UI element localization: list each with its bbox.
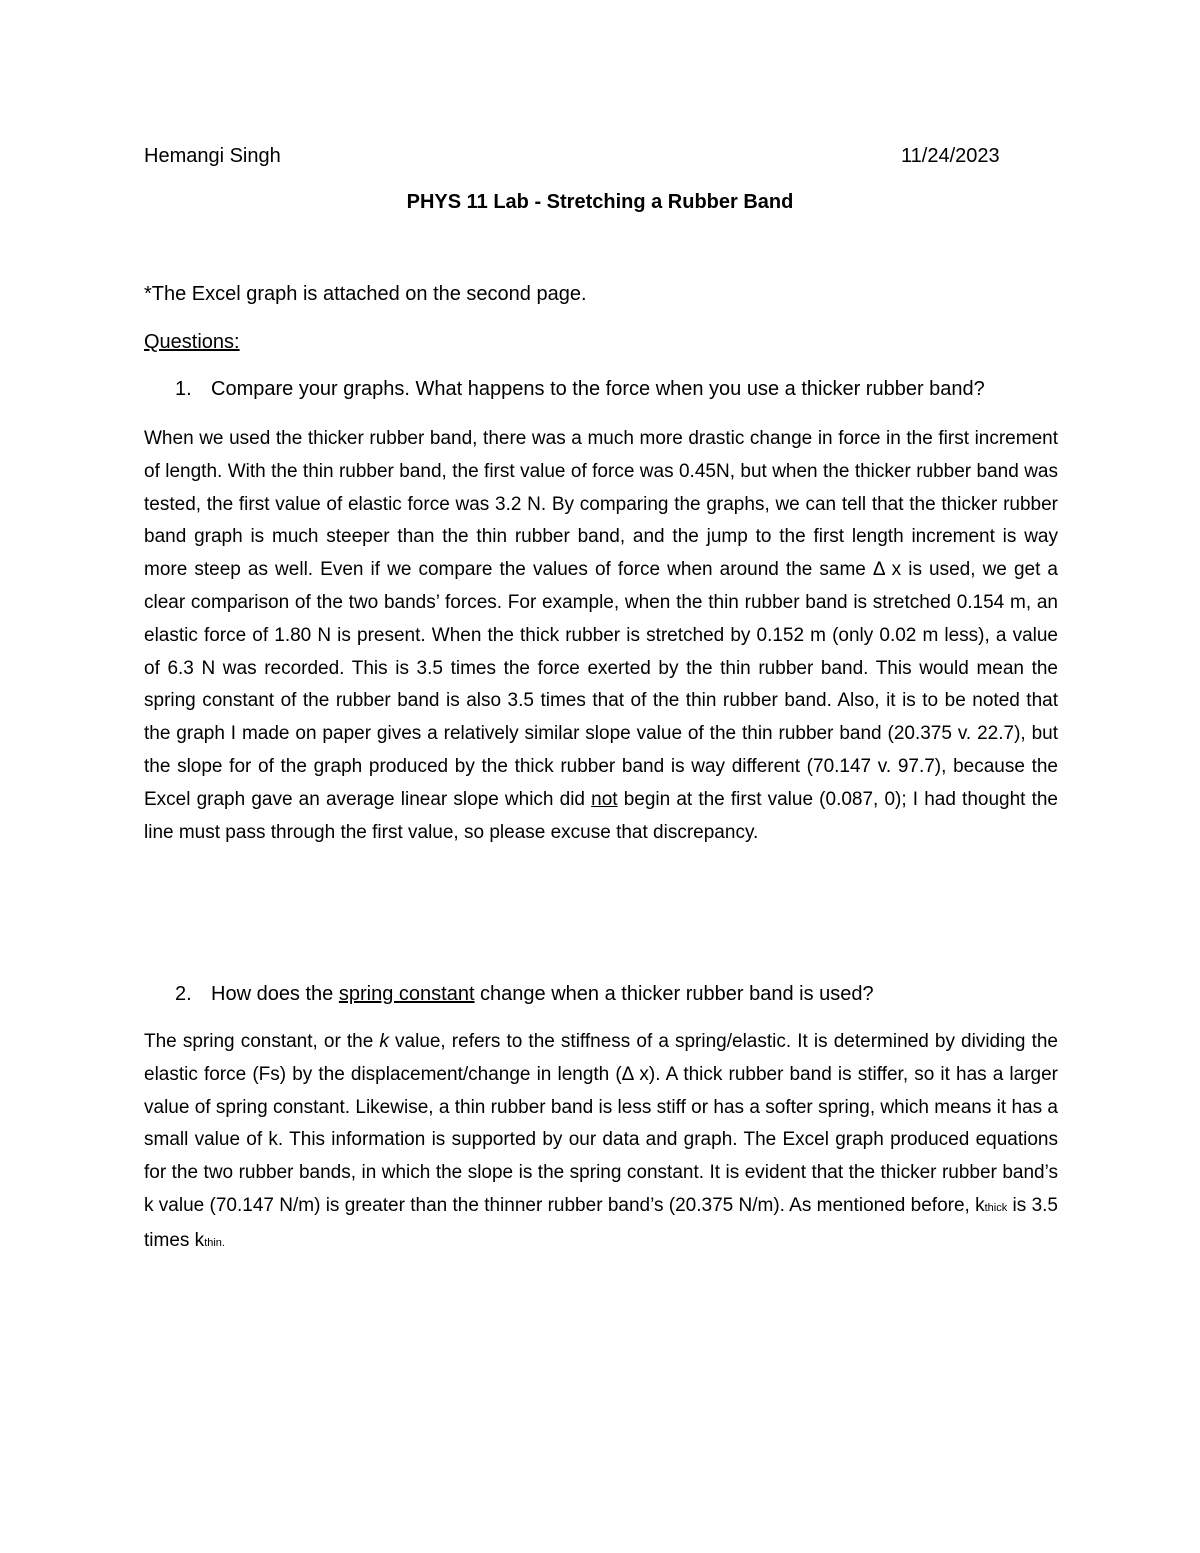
author-name: Hemangi Singh — [144, 145, 281, 167]
question-2-number: 2. — [175, 983, 192, 1005]
question-2-underlined-term: spring constant — [338, 983, 475, 1005]
question-2-text-part1: How does the — [211, 983, 339, 1005]
answer-2-subscript-thin: thin. — [204, 1236, 225, 1249]
answer-1-underlined-word: not — [591, 788, 618, 810]
answer-2-italic-k: k — [379, 1031, 389, 1052]
question-1-number: 1. — [175, 378, 192, 400]
answer-2-text-part1: The spring constant, or the — [144, 1031, 380, 1052]
document-title: PHYS 11 Lab - Stretching a Rubber Band — [406, 191, 794, 213]
answer-1-text-part2: begin at the first value (0.087, 0); I had thought the line must pass through the first value, so please excuse that discrepancy. — [144, 788, 1058, 843]
questions-heading: Questions: — [144, 331, 240, 353]
answer-2-paragraph — [144, 1026, 1058, 1260]
question-2 — [175, 983, 874, 1006]
question-1 — [175, 378, 985, 401]
answer-2-text-part3: is 3.5 times k — [144, 1194, 1058, 1251]
answer-2-subscript-thick: thick — [984, 1201, 1008, 1214]
question-2-text-part2: change when a thicker rubber band is used? — [474, 983, 874, 1005]
answer-1-text-part1: When we used the thicker rubber band, there was a much more drastic change in force in the first increment of length. With the thin rubber band, the first value of force was 0.45N, but when the thicker rubber band was tested, the first value of elastic force was 3.2 N. By comparing the graphs, we can tell that the thicker rubber band graph is much steeper than the thin rubber band, and the jump to the first length increment is way more steep as well. Even if we compare the values of force when around the same Δ x is used, we get a clear comparison of the two bands’ forces. For example, when the thin rubber band is stretched 0.154 m, an elastic force of 1.80 N is present. When the thick rubber is stretched by 0.152 m (only 0.02 m less), a value of 6.3 N was recorded. This is 3.5 times the force exerted by the thin rubber band. This would mean the spring constant of the rubber band is also 3.5 times that of the thin rubber band. Also, it is to be noted that the graph I made on paper gives a relatively similar slope value of the thin rubber band (20.375 v. 22.7), but the slope for of the graph produced by the thick rubber band is way different (70.147 v. 97.7), because the Excel graph gave an average linear slope which did — [144, 428, 1058, 810]
answer-2-text-part2: value, refers to the stiffness of a spring/elastic. It is determined by dividing the elastic force (Fs) by the displacement/change in length (Δ x). A thick rubber band is stiffer, so it has a larger value of spring constant. Likewise, a thin rubber band is less stiff or has a softer spring, which means it has a small value of k. This information is supported by our data and graph. The Excel graph produced equations for the two rubber bands, in which the slope is the spring constant. It is evident that the thicker rubber band’s k value (70.147 N/m) is greater than the thinner rubber band’s (20.375 N/m). As mentioned before, k — [144, 1031, 1058, 1216]
excel-graph-note: *The Excel graph is attached on the second page. — [144, 283, 587, 305]
answer-1-paragraph — [144, 423, 1058, 849]
document-date: 11/24/2023 — [901, 145, 1000, 167]
question-1-text: Compare your graphs. What happens to the force when you use a thicker rubber band? — [211, 378, 985, 400]
